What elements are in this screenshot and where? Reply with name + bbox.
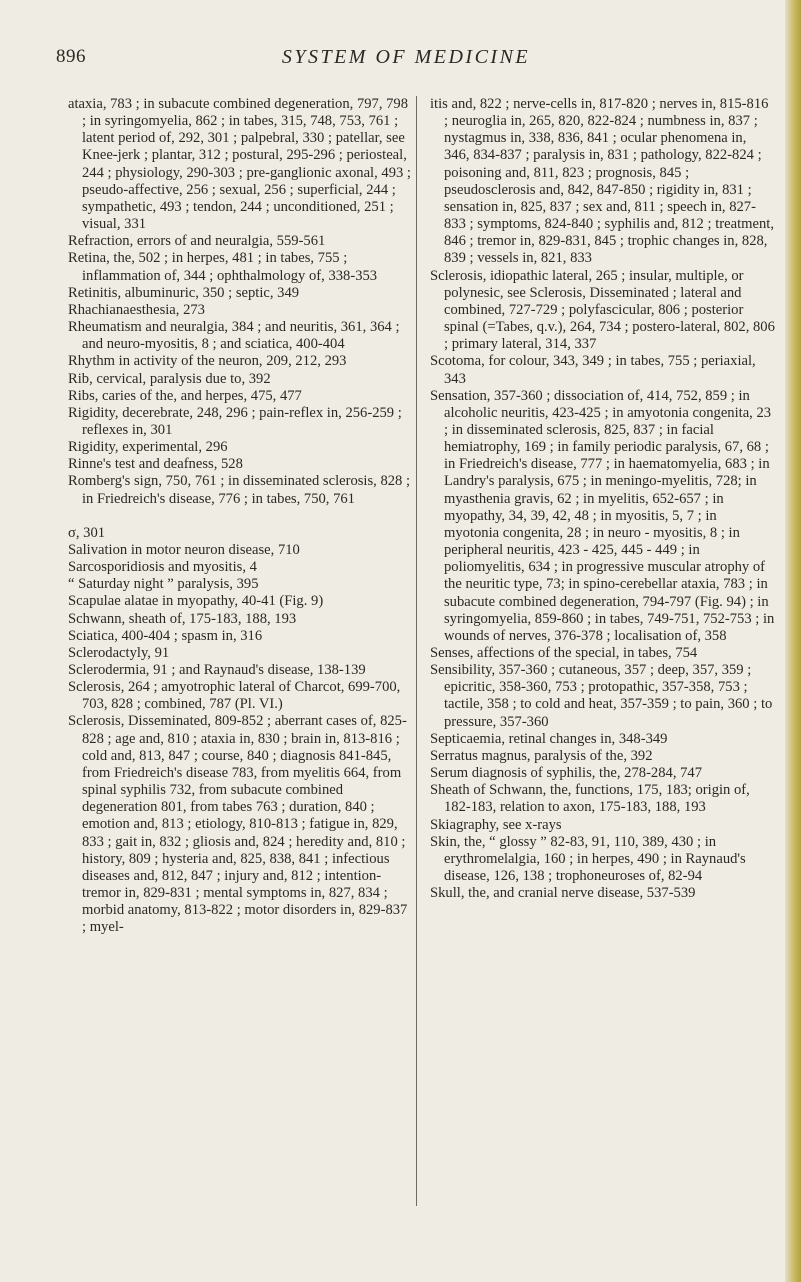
index-entry: Rib, cervical, paralysis due to, 392	[68, 370, 271, 387]
index-entry: Salivation in motor neuron disease, 710	[68, 541, 300, 558]
index-entry: Skin, the, “ glossy ” 82-83, 91, 110, 389, 430 ; in erythromelalgia, 160 ; in herpes, 490 ; in Raynaud's disease, 126, 138 ; trophoneuroses of, 82-94	[430, 833, 746, 885]
index-entry: Romberg's sign, 750, 761 ; in disseminated sclerosis, 828 ; in Friedreich's disease, 776 ; in tabes, 750, 761	[68, 473, 411, 507]
index-entry: Senses, affections of the special, in tabes, 754	[430, 645, 698, 661]
index-entry: Rinne's test and deafness, 528	[68, 456, 243, 473]
index-entry: Sensation, 357-360 ; dissociation of, 414, 752, 859 ; in alcoholic neuritis, 423-425 ; in amyotonia congenita, 23 ; in disseminated sclerosis, 825, 837 ; in facial hemiatrophy, 169 ; in family periodic paralysis, 67, 68 ; in Friedreich's disease, 777 ; in haematomyelia, 683 ; in Landry's paralysis, 675 ; in meningo-myelitis, 728; in myasthenia gravis, 62 ; in myelitis, 652-657 ; in myopathy, 34, 39, 42, 48 ; in myositis, 5, 7 ; in myotonia congenita, 28 ; in neuro - myositis, 8 ; in peripheral neuritis, 423 - 425, 445 - 449 ; in poliomyelitis, 634 ; in progressive muscular atrophy of the neuritic type, 73; in spino-cerebellar ataxia, 783 ; in subacute combined degeneration, 794-797 (Fig. 94) ; in syringomyelia, 859-860 ; in tabes, 749-751, 752-753 ; in wounds of nerves, 376-378 ; localisation of, 358	[430, 387, 775, 644]
index-entry: Sciatica, 400-404 ; spasm in, 316	[68, 627, 263, 644]
index-entry: σ, 301	[68, 524, 106, 541]
index-entry: Scotoma, for colour, 343, 349 ; in tabes, 755 ; periaxial, 343	[430, 353, 756, 387]
column-divider	[416, 96, 417, 1206]
index-entry: Sclerodactyly, 91	[68, 644, 170, 661]
index-entry: Rhachianaesthesia, 273	[68, 301, 205, 318]
index-entry: Ribs, caries of the, and herpes, 475, 477	[68, 387, 302, 404]
index-entry: Skull, the, and cranial nerve disease, 537-539	[430, 885, 696, 902]
index-entry: Serratus magnus, paralysis of the, 392	[430, 747, 653, 764]
index-entry: Rigidity, decerebrate, 248, 296 ; pain-reflex in, 256-259 ; reflexes in, 301	[68, 404, 402, 438]
index-entry: Retinitis, albuminuric, 350 ; septic, 349	[68, 284, 300, 301]
index-entry: “ Saturday night ” paralysis, 395	[68, 576, 259, 593]
index-entry: Serum diagnosis of syphilis, the, 278-284, 747	[430, 765, 703, 782]
letter-section-gap	[68, 508, 413, 525]
index-entry: ataxia, 783 ; in subacute combined degeneration, 797, 798 ; in syringomyelia, 862 ; in tabes, 315, 748, 753, 761 ; latent period of, 292, 301 ; palpebral, 330 ; patellar, see Knee-jerk ; plantar, 312 ; postural, 295-296 ; periosteal, 244 ; physiology, 290-303 ; pre-ganglionic axonal, 493 ; pseudo-affective, 256 ; sexual, 256 ; superficial, 244 ; sympathetic, 493 ; tendon, 244 ; unconditioned, 251 ; visual, 331	[68, 96, 411, 233]
page-number: 896	[56, 46, 86, 67]
index-entry: Sarcosporidiosis and myositis, 4	[68, 559, 257, 576]
index-entry: Septicaemia, retinal changes in, 348-349	[430, 730, 668, 747]
index-column-right	[430, 96, 775, 902]
index-entry: Rigidity, experimental, 296	[68, 439, 228, 456]
index-entry: Skiagraphy, see x-rays	[430, 816, 562, 833]
index-entry: Schwann, sheath of, 175-183, 188, 193	[68, 610, 297, 627]
index-entry: Sensibility, 357-360 ; cutaneous, 357 ; deep, 357, 359 ; epicritic, 358-360, 753 ; protopathic, 357-358, 753 ; tactile, 358 ; to cold and heat, 357-359 ; to pain, 360 ; to pressure, 357-360	[430, 662, 773, 730]
index-entry: Retina, the, 502 ; in herpes, 481 ; in tabes, 755 ; inflammation of, 344 ; ophthalmology of, 338-353	[68, 250, 378, 284]
index-entry: Refraction, errors of and neuralgia, 559-561	[68, 233, 326, 250]
index-entry: Rheumatism and neuralgia, 384 ; and neuritis, 361, 364 ; and neuro-myositis, 8 ; and sciatica, 400-404	[68, 319, 400, 353]
gilt-page-edge	[785, 0, 801, 1282]
index-entry: Sclerosis, 264 ; amyotrophic lateral of Charcot, 699-700, 703, 828 ; combined, 787 (Pl. VI.)	[68, 679, 401, 713]
index-entry: Scapulae alatae in myopathy, 40-41 (Fig. 9)	[68, 593, 324, 610]
running-title: SYSTEM OF MEDICINE	[281, 46, 531, 68]
index-entry: Sclerosis, Disseminated, 809-852 ; aberrant cases of, 825-828 ; age and, 810 ; ataxia in, 830 ; brain in, 813-816 ; cold and, 813, 847 ; course, 840 ; diagnosis 841-845, from Friedreich's disease 783, from myelitis 664, from spinal syphilis 732, from subacute combined degeneration 801, from tabes 763 ; duration, 840 ; emotion and, 813 ; etiology, 810-813 ; fatigue in, 829, 833 ; gait in, 832 ; gliosis and, 824 ; heredity and, 810 ; history, 809 ; hysteria and, 825, 838, 841 ; infectious diseases and, 812, 847 ; injury and, 812 ; intention-tremor in, 829-831 ; mental symptoms in, 827, 834 ; morbid anatomy, 813-822 ; motor disorders in, 829-837 ; myel-	[68, 713, 408, 936]
index-entry: Sclerosis, idiopathic lateral, 265 ; insular, multiple, or polynesic, see Sclerosis, Disseminated ; lateral and combined, 727-729 ; polyfascicular, 806 ; posterior spinal (=Tabes, q.v.), 264, 734 ; postero-lateral, 802, 806 ; primary lateral, 314, 337	[430, 267, 775, 353]
index-entry: Sclerodermia, 91 ; and Raynaud's disease, 138-139	[68, 662, 366, 678]
page-header	[56, 46, 756, 74]
index-entry: Rhythm in activity of the neuron, 209, 212, 293	[68, 353, 347, 370]
index-entry: itis and, 822 ; nerve-cells in, 817-820 ; nerves in, 815-816 ; neuroglia in, 265, 820, 822-824 ; numbness in, 837 ; nystagmus in, 338, 836, 841 ; ocular phenomena in, 346, 834-837 ; paralysis in, 831 ; pathology, 822-824 ; poisoning and, 811, 823 ; prognosis, 845 ; pseudosclerosis and, 842, 847-850 ; rigidity in, 831 ; sensation in, 825, 837 ; sex and, 811 ; speech in, 827-833 ; symptoms, 824-840 ; syphilis and, 812 ; treatment, 846 ; tremor in, 829-831, 845 ; trophic changes in, 828, 839 ; vessels in, 821, 833	[430, 96, 774, 267]
index-entry: Sheath of Schwann, the, functions, 175, 183; origin of, 182-183, relation to axon, 175-183, 188, 193	[430, 782, 750, 816]
index-column-left	[68, 96, 413, 937]
